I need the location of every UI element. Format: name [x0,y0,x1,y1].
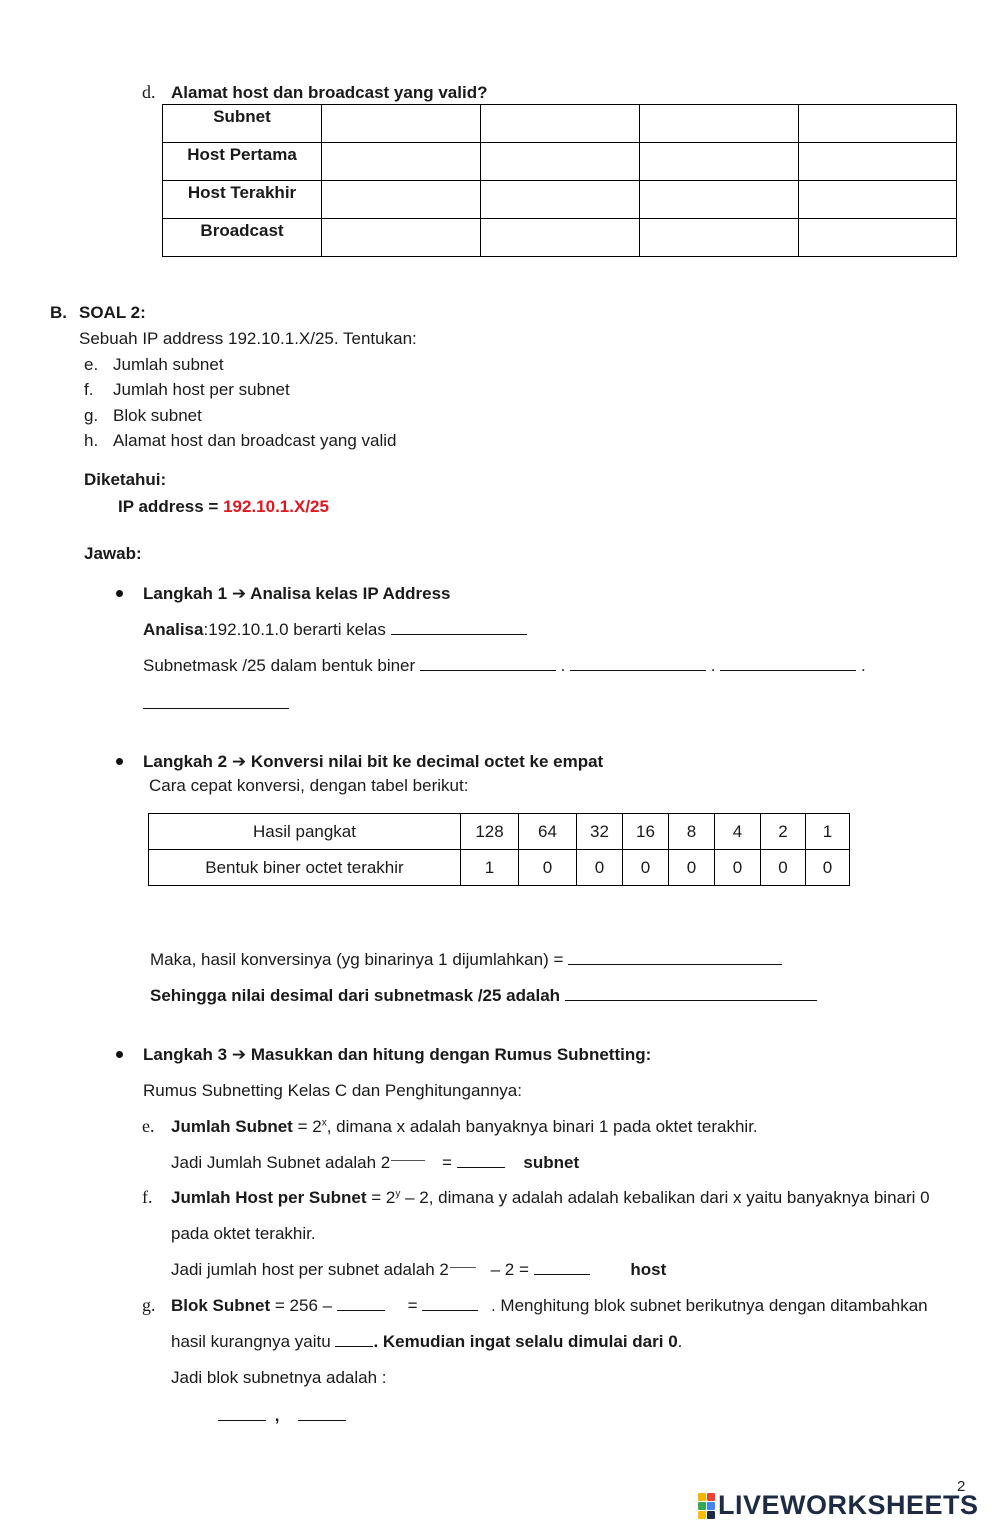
row-label-host-pertama: Host Pertama [163,143,322,181]
liveworksheets-logo [698,1490,979,1521]
arrow-right-icon: ➔ [231,1045,247,1065]
biner-octet2-input[interactable] [570,656,706,671]
row-label-host-terakhir: Host Terakhir [163,181,322,219]
blok-line2 [171,1332,682,1352]
ip-value: 192.10.1.X/25 [223,497,329,516]
row-label-broadcast: Broadcast [163,219,322,257]
table-cell: 0 [806,850,850,886]
analisa-bold: Analisa [143,620,204,639]
table-cell[interactable] [481,143,640,181]
list-item: Blok subnet [113,406,202,425]
table-cell[interactable] [481,105,640,143]
table-row [163,219,957,257]
jadi-blok-text: Jadi blok subnetnya adalah : [171,1368,387,1387]
biner-octet1-input[interactable] [420,656,556,671]
row-label-hasil-pangkat: Hasil pangkat [149,814,461,850]
list-item: Alamat host dan broadcast yang valid [113,431,397,450]
arrow-right-icon: ➔ [231,752,247,772]
blok-subnet-bold: Blok Subnet [171,1296,271,1315]
table-cell[interactable] [799,219,957,257]
page-number: 2 [957,1478,966,1495]
logo-square [698,1493,706,1501]
subnet-count-input[interactable] [457,1153,505,1168]
kelas-blank-input[interactable] [391,620,527,635]
list-item-marker: e. [84,355,99,374]
blok-result-input[interactable] [422,1296,478,1311]
exponent-blank-input[interactable] [450,1267,476,1268]
maka-text: Maka, hasil konversinya (yg binarinya 1 dijumlahkan) = [150,950,564,969]
table-row [163,143,957,181]
bullet-icon [116,1051,123,1058]
formula-eq2: = [407,1296,418,1315]
list-item-marker: h. [84,431,99,450]
blok-separator: , [274,1406,280,1425]
item-f-marker: f. [142,1187,153,1207]
jadi-subnet-text: Jadi Jumlah Subnet adalah 2 [171,1153,391,1172]
blok-subtrahend-input[interactable] [337,1296,385,1311]
table-row [149,814,850,850]
table-row [163,105,957,143]
section-d-title: Alamat host dan broadcast yang valid? [171,83,488,102]
conversion-table [148,813,850,886]
formula-rest: – 2, dimana y adalah adalah kebalikan dari x yaitu banyaknya binari 0 [400,1188,930,1207]
host-formula-line2: pada oktet terakhir. [171,1224,316,1243]
table-cell[interactable] [481,181,640,219]
row-label-subnet: Subnet [163,105,322,143]
section-d-marker: d. [142,82,156,102]
table-cell: 8 [669,814,715,850]
logo-text: LIVEWORKSHEETS [718,1490,979,1520]
langkah3-heading [143,1045,651,1065]
table-cell: 0 [715,850,761,886]
table-cell: 0 [761,850,806,886]
blok-line2-period: . [677,1332,683,1351]
blok-line2-text: hasil kurangnya yaitu [171,1332,331,1351]
bullet-icon [116,590,123,597]
table-cell[interactable] [640,219,799,257]
subnet-unit: subnet [523,1153,580,1172]
list-item: Jumlah host per subnet [113,380,290,399]
list-item-marker: g. [84,406,99,425]
rumus-text: Rumus Subnetting Kelas C dan Penghitungannya: [143,1081,522,1100]
table-cell: 0 [577,850,623,886]
ip-label: IP address = [118,497,219,516]
maka-line [150,950,782,970]
blok-answer-2-input[interactable] [298,1406,346,1421]
blok-subnet-formula [171,1296,928,1316]
analisa-line [143,620,527,640]
jumlah-host-formula [171,1188,930,1208]
langkah3-title: Masukkan dan hitung dengan Rumus Subnetting: [250,1045,652,1064]
table-cell: 0 [623,850,669,886]
host-broadcast-table [162,104,957,257]
biner-octet4-input[interactable] [143,694,289,709]
subnetmask-line: Subnetmask /25 dalam bentuk biner . . . [143,656,866,675]
jadi-subnet-eq: = [442,1153,452,1172]
formula-rest: , dimana x adalah banyaknya binari 1 pada oktet terakhir. [326,1117,758,1136]
sehingga-text: Sehingga nilai desimal dari subnetmask /25 adalah [150,986,561,1005]
logo-square [707,1493,715,1501]
table-cell[interactable] [799,181,957,219]
logo-icon [698,1493,715,1519]
langkah2-title: Konversi nilai bit ke decimal octet ke empat [250,752,604,771]
langkah1-label: Langkah 1 [143,584,228,603]
formula-exponent: y [395,1188,401,1200]
konversi-blank-input[interactable] [568,950,782,965]
blok-start-zero: 0 [668,1332,678,1351]
formula-eq: = 256 – [274,1296,333,1315]
analisa-text: :192.10.1.0 berarti kelas [203,620,386,639]
jadi-host-text: Jadi jumlah host per subnet adalah 2 [171,1260,449,1279]
langkah1-title: Analisa kelas IP Address [250,584,451,603]
table-row [149,850,850,886]
formula-eq: = 2 [371,1188,396,1207]
table-cell[interactable] [799,143,957,181]
sehingga-line [150,986,817,1006]
table-cell[interactable] [322,105,481,143]
blok-line2-bold: . Kemudian ingat selalu dimulai dari [373,1332,664,1351]
table-cell: 0 [519,850,577,886]
host-count-input[interactable] [534,1260,590,1275]
table-cell[interactable] [322,219,481,257]
soal2-intro: Sebuah IP address 192.10.1.X/25. Tentukan: [79,329,417,348]
logo-square [707,1511,715,1519]
arrow-right-icon: ➔ [231,584,247,604]
blok-answers [218,1406,346,1426]
jadi-host-line [171,1260,666,1280]
soal2-number: B. [50,303,67,322]
formula-exponent: x [321,1117,327,1129]
kurang-blank-input[interactable] [335,1332,373,1347]
list-item: Jumlah subnet [113,355,224,374]
table-cell: 64 [519,814,577,850]
table-row [163,181,957,219]
table-cell: 32 [577,814,623,850]
langkah3-label: Langkah 3 [143,1045,228,1064]
table-cell[interactable] [322,143,481,181]
row-label-bentuk-biner: Bentuk biner octet terakhir [149,850,461,886]
jadi-host-minus: – 2 = [490,1260,529,1279]
table-cell[interactable] [799,105,957,143]
table-cell[interactable] [481,219,640,257]
diketahui-label: Diketahui: [84,470,167,489]
host-unit: host [630,1260,667,1279]
table-cell[interactable] [640,181,799,219]
biner-octet3-input[interactable] [720,656,856,671]
jumlah-subnet-formula [171,1117,758,1137]
table-cell: 2 [761,814,806,850]
jumlah-subnet-bold: Jumlah Subnet [171,1117,293,1136]
table-cell: 1 [461,850,519,886]
table-cell: 16 [623,814,669,850]
langkah1-heading [143,584,451,604]
table-cell[interactable] [640,143,799,181]
jumlah-host-bold: Jumlah Host per Subnet [171,1188,367,1207]
list-item-marker: f. [84,380,94,399]
jadi-subnet-line [171,1153,579,1173]
table-cell: 1 [806,814,850,850]
soal2-heading: SOAL 2: [79,303,146,322]
ip-address-line [118,497,329,517]
logo-square [707,1502,715,1510]
logo-square [698,1502,706,1510]
formula-eq: = 2 [297,1117,322,1136]
table-cell: 128 [461,814,519,850]
desimal-blank-input[interactable] [565,986,817,1001]
table-cell[interactable] [322,181,481,219]
langkah2-label: Langkah 2 [143,752,228,771]
table-cell[interactable] [640,105,799,143]
formula-rest: . Menghitung blok subnet berikutnya dengan ditambahkan [490,1296,928,1315]
table-cell: 4 [715,814,761,850]
item-e-marker: e. [142,1116,155,1136]
blok-answer-1-input[interactable] [218,1406,266,1421]
logo-square [698,1511,706,1519]
bullet-icon [116,758,123,765]
subnetmask-text: Subnetmask /25 dalam bentuk biner [143,656,416,675]
langkah2-heading [143,752,603,772]
table-cell: 0 [669,850,715,886]
jawab-label: Jawab: [84,544,142,563]
exponent-blank-input[interactable] [391,1160,425,1161]
langkah2-subtitle: Cara cepat konversi, dengan tabel berikut: [149,776,469,795]
item-g-marker: g. [142,1295,156,1315]
